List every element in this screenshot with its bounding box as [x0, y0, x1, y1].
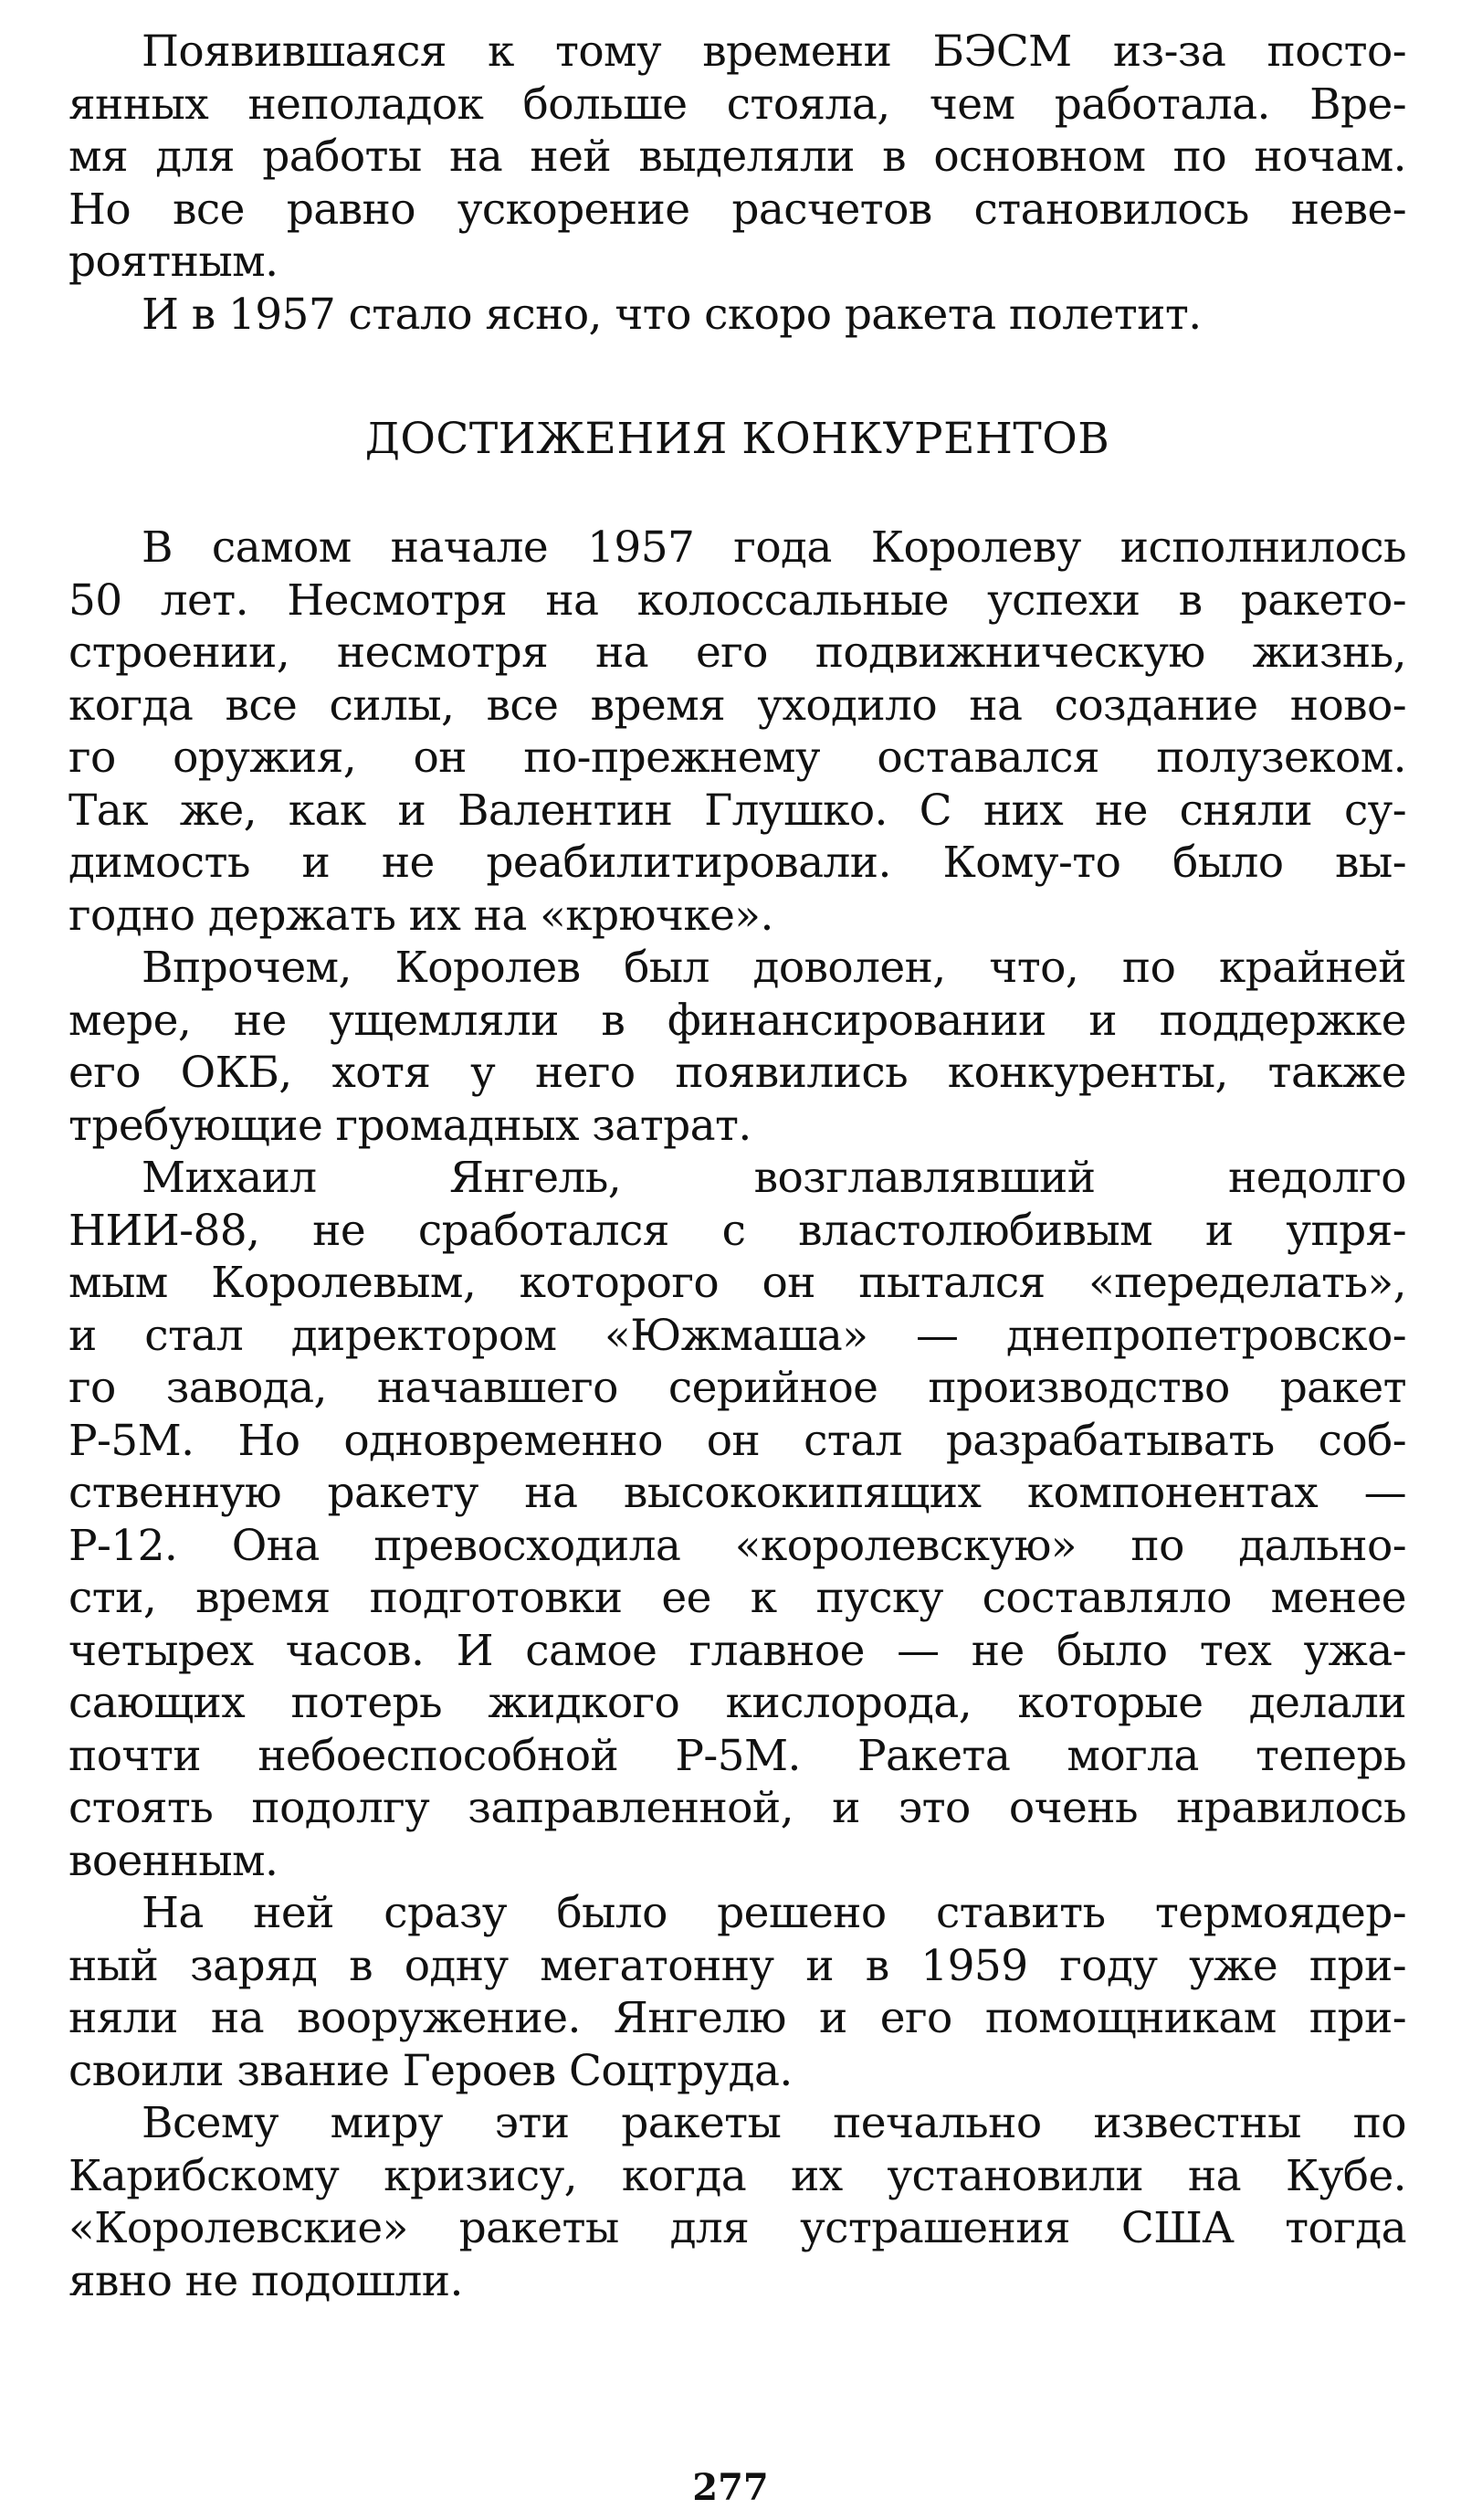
text-line: 50 лет. Несмотря на колоссальные успехи в ракето- — [68, 575, 1406, 626]
text-line: Появившаяся к тому времени БЭСМ из-за посто- — [142, 26, 1406, 77]
text-line: его ОКБ, хотя у него появились конкуренты, также — [68, 1048, 1406, 1098]
text-line: Карибскому кризису, когда их установили на Кубе. — [68, 2150, 1406, 2201]
text-line: почти небоеспособной Р-5М. Ракета могла теперь — [68, 1730, 1406, 1781]
text-line: годно держать их на «крючке». — [68, 890, 773, 941]
text-line: военным. — [68, 1835, 279, 1886]
text-line: требующие громадных затрат. — [68, 1100, 752, 1151]
text-line: янных неполадок больше стояла, чем работала. Вре- — [68, 79, 1406, 130]
text-line: мере, не ущемляли в финансировании и поддержке — [68, 995, 1406, 1046]
text-line: Впрочем, Королев был доволен, что, по крайней — [142, 943, 1406, 993]
text-line: сающих потерь жидкого кислорода, которые делали — [68, 1678, 1406, 1728]
page-number: 277 — [692, 2466, 769, 2509]
text-line: димость и не реабилитировали. Кому-то было вы- — [68, 838, 1406, 888]
text-line: го оружия, он по-прежнему оставался полузеком. — [68, 733, 1406, 783]
text-line: мя для работы на ней выделяли в основном по ночам. — [68, 132, 1406, 182]
text-line: мым Королевым, которого он пытался «переделать», — [68, 1258, 1406, 1308]
text-line: Так же, как и Валентин Глушко. С них не сняли су- — [68, 785, 1406, 836]
page-body — [68, 26, 1406, 2307]
text-line: строении, несмотря на его подвижническую жизнь, — [68, 627, 1406, 678]
text-line: явно не подошли. — [68, 2255, 463, 2306]
text-line: «Королевские» ракеты для устрашения США тогда — [68, 2203, 1406, 2253]
text-line: И в 1957 стало ясно, что скоро ракета полетит. — [142, 289, 1202, 340]
section-gap — [68, 341, 1406, 412]
text-line: ный заряд в одну мегатонну и в 1959 году уже при- — [68, 1940, 1406, 1991]
text-line: Всему миру эти ракеты печально известны по — [142, 2098, 1406, 2148]
text-line: го завода, начавшего серийное производство ракет — [68, 1363, 1406, 1413]
text-line: НИИ-88, не сработался с властолюбивым и упря- — [68, 1205, 1406, 1256]
text-line: Р-5М. Но одновременно он стал разрабатывать соб- — [68, 1415, 1406, 1466]
text-line: стоять подолгу заправленной, и это очень нравилось — [68, 1783, 1406, 1833]
text-line: В самом начале 1957 года Королеву исполнилось — [142, 522, 1406, 573]
text-line: Р-12. Она превосходила «королевскую» по дально- — [68, 1520, 1406, 1571]
text-line: роятным. — [68, 237, 279, 287]
heading-gap — [68, 467, 1406, 522]
text-line: четырех часов. И самое главное — не было тех ужа- — [68, 1625, 1406, 1676]
text-line: Михаил Янгель, возглавлявший недолго — [142, 1153, 1406, 1203]
text-line: няли на вооружение. Янгелю и его помощникам при- — [68, 1993, 1406, 2043]
text-line: и стал директором «Южмаша» — днепропетровско- — [68, 1310, 1406, 1361]
text-line: своили звание Героев Соцтруда. — [68, 2045, 793, 2096]
text-line: когда все силы, все время уходило на создание ново- — [68, 680, 1406, 731]
section-heading: ДОСТИЖЕНИЯ КОНКУРЕНТОВ — [364, 414, 1110, 464]
text-line: сти, время подготовки ее к пуску составляло менее — [68, 1573, 1406, 1623]
text-line: На ней сразу было решено ставить термоядер- — [142, 1888, 1406, 1938]
text-line: ственную ракету на высококипящих компонентах — — [68, 1468, 1406, 1518]
text-line: Но все равно ускорение расчетов становилось неве- — [68, 184, 1406, 235]
